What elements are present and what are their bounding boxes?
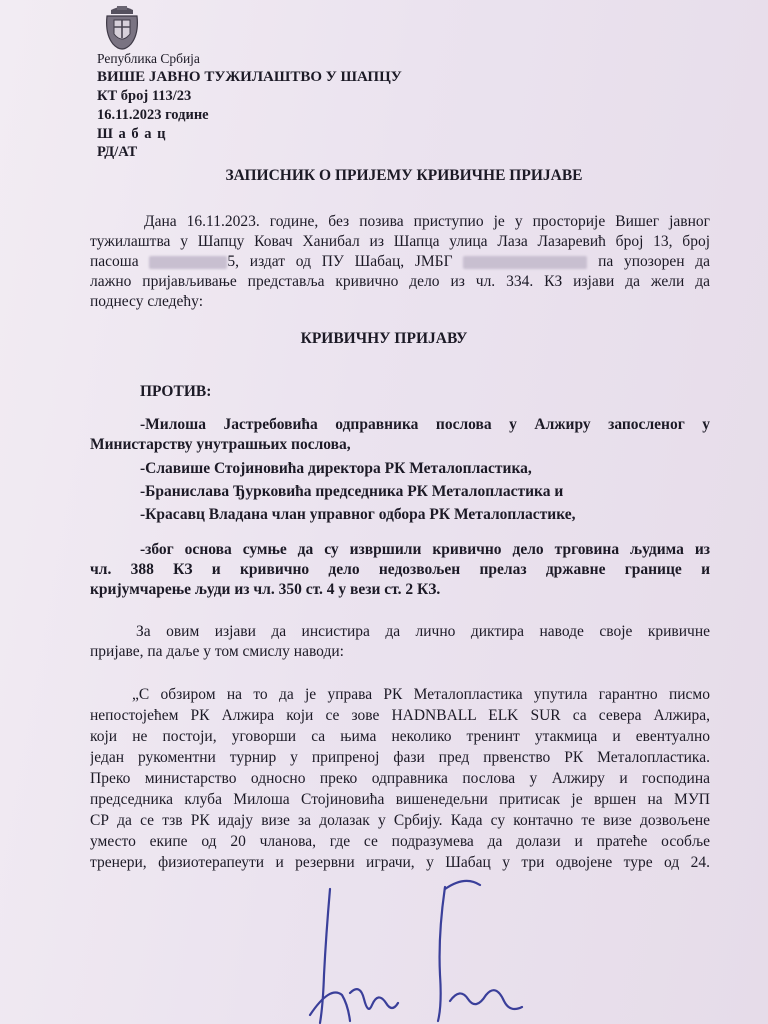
- statement-intro-line-1: За овим изјави да инсистира да лично диктира наводе своје кривичне: [136, 623, 710, 640]
- accused-4: -Красавц Владана члан управног одбора РК Металопластике,: [140, 506, 576, 523]
- intro-line-3: [90, 252, 710, 272]
- accused-1-line-1: -Милоша Јастребовића одправника послова у Алжиру запосленог у: [140, 416, 710, 433]
- grounds-line-3: кријумчарење људи из чл. 350 ст. 4 у вези ст. 2 КЗ.: [90, 581, 441, 598]
- against-label: ПРОТИВ:: [140, 383, 212, 400]
- statement-intro-paragraph: [90, 622, 710, 662]
- statement-line-6: председника клуба Милоша Стојиновића вишенедељни притисак је вршен на МУП: [90, 791, 710, 808]
- redacted-passport-number: [149, 256, 227, 269]
- intro-paragraph: [90, 212, 710, 312]
- accused-3: -Бранислава Ђурковића председника РК Металопластика и: [140, 483, 564, 500]
- accused-2: -Славише Стојиновића директора РК Металопластика,: [140, 460, 532, 477]
- statement-line-3: који не постоји, уговорши са њима неколико тренинт утакмица и евентуално: [90, 728, 710, 745]
- report-title: КРИВИЧНУ ПРИЈАВУ: [300, 330, 468, 347]
- header-city: Ш а б а ц: [97, 126, 167, 142]
- header-office: ВИШЕ ЈАВНО ТУЖИЛАШТВО У ШАПЦУ: [97, 69, 402, 85]
- intro-issued-by: 5, издат од ПУ Шабац, ЈМБГ: [227, 253, 453, 270]
- statement-paragraph: [90, 684, 710, 873]
- statement-line-7: СР да се тзв РК идају визе за долазак у Србију. Када су контачно те визе дозвољене: [90, 812, 710, 829]
- header-case-number: КТ број 113/23: [97, 88, 192, 104]
- grounds-paragraph: [90, 540, 710, 600]
- statement-intro-line-2: пријаве, па даље у том смислу наводи:: [90, 643, 344, 660]
- grounds-line-2: чл. 388 КЗ и кривично дело недозвољен прелаз државне границе и: [90, 561, 710, 578]
- intro-line-1: Дана 16.11.2023. године, без позива приступио је у просторије Вишег јавног: [144, 213, 710, 230]
- accused-1-line-2: Министарству унутрашњих послова,: [90, 436, 351, 453]
- header-date: 16.11.2023 године: [97, 107, 209, 123]
- intro-line-2: тужилаштва у Шапцу Ковач Ханибал из Шапца улица Лаза Лазаревић број 13, број: [90, 233, 710, 250]
- intro-line-5: поднесу следећу:: [90, 293, 204, 310]
- header-initials: РД/АТ: [97, 144, 138, 160]
- redacted-jmbg: [463, 256, 587, 269]
- intro-passport-label: пасоша: [90, 253, 139, 270]
- handwritten-signature: [290, 875, 550, 1024]
- statement-line-2: непостојећем РК Алжира који се зове HADNBALL ELK SUR са севера Алжира,: [90, 707, 710, 724]
- statement-line-4: један рукоментни турнир у припреној фази пред првенство РК Металопластика.: [90, 749, 710, 766]
- statement-line-9: тренери, физиотерапеути и резервни играчи, у Шабац у три одвојене туре од 24.: [90, 854, 710, 871]
- intro-warned: па упозорен да: [598, 253, 710, 270]
- statement-line-5: Преко министарство односно преко одправника послова у Алжиру и господина: [90, 770, 710, 787]
- statement-line-1: „С обзиром на то да је управа РК Металопластика упутила гарантно писмо: [132, 686, 710, 703]
- intro-line-4: лажно пријављивање представља кривично дело из чл. 334. КЗ изјави да жели да: [90, 273, 710, 290]
- serbian-coat-of-arms-icon: [103, 4, 141, 54]
- document-title: ЗАПИСНИК О ПРИЈЕМУ КРИВИЧНЕ ПРИЈАВЕ: [225, 167, 583, 184]
- header-country: Република Србија: [97, 51, 200, 66]
- accused-list: [90, 415, 710, 525]
- statement-line-8: уместо екипе од 20 чланова, где се подразумева да долази и пратеће особље: [90, 833, 710, 850]
- grounds-line-1: -због основа сумње да су извршили кривично дело трговина људима из: [140, 541, 710, 558]
